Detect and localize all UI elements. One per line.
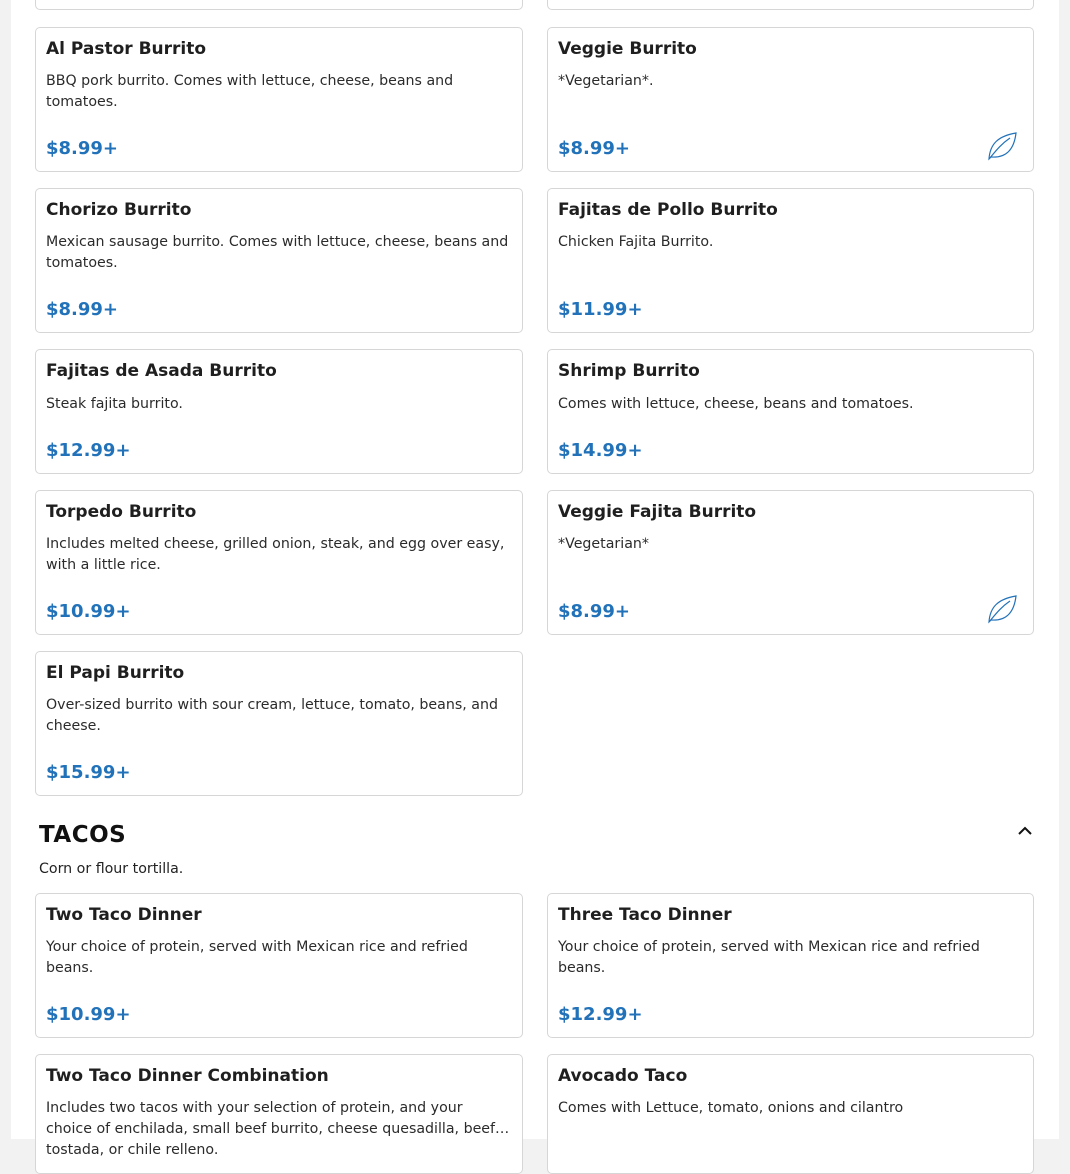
item-description: Mexican sausage burrito. Comes with lettuce, cheese, beans and tomatoes.	[46, 234, 509, 271]
item-price: $8.99+	[46, 138, 119, 159]
item-price: $10.99+	[46, 601, 131, 622]
menu-item-card[interactable]	[35, 893, 523, 1038]
section-title: TACOS	[39, 822, 127, 848]
menu-item-card[interactable]	[547, 27, 1034, 172]
item-price: $8.99+	[46, 299, 119, 320]
item-description: Over-sized burrito with sour cream, lettuce, tomato, beans, and cheese.	[46, 697, 498, 734]
menu-item-card[interactable]	[35, 490, 523, 635]
item-description: *Vegetarian*.	[558, 73, 654, 89]
menu-item-card[interactable]	[547, 0, 1034, 10]
menu-item-card[interactable]	[547, 1054, 1034, 1174]
item-price: $15.99+	[46, 762, 131, 783]
menu-item-card[interactable]	[35, 349, 523, 474]
item-description: *Vegetarian*	[558, 536, 649, 552]
item-name: Chorizo Burrito	[46, 200, 192, 220]
item-description: Includes melted cheese, grilled onion, steak, and egg over easy, with a little rice.	[46, 536, 505, 573]
item-description: Steak fajita burrito.	[46, 396, 183, 412]
item-name: Torpedo Burrito	[46, 502, 197, 522]
item-name: Three Taco Dinner	[558, 905, 732, 925]
item-price: $10.99+	[46, 1004, 131, 1025]
menu-item-card[interactable]	[35, 1054, 523, 1174]
item-name: Veggie Fajita Burrito	[558, 502, 757, 522]
item-description: Chicken Fajita Burrito.	[558, 234, 714, 250]
item-name: Fajitas de Pollo Burrito	[558, 200, 778, 220]
item-description: Includes two tacos with your selection of protein, and your choice of enchilada, small beef burrito, cheese quesadilla, beef tostada, or chile relleno.	[46, 1100, 496, 1158]
item-price: $12.99+	[558, 1004, 643, 1025]
item-name: Veggie Burrito	[558, 39, 697, 59]
item-name: Fajitas de Asada Burrito	[46, 361, 277, 381]
item-description: Comes with lettuce, cheese, beans and tomatoes.	[558, 396, 914, 412]
section-subtitle: Corn or flour tortilla.	[39, 861, 184, 877]
item-description: BBQ pork burrito. Comes with lettuce, cheese, beans and tomatoes.	[46, 73, 454, 110]
menu-item-card[interactable]	[35, 27, 523, 172]
item-description: Comes with Lettuce, tomato, onions and cilantro	[558, 1100, 904, 1116]
item-price: $8.99+	[558, 601, 631, 622]
menu-item-card[interactable]	[547, 349, 1034, 474]
item-price: $8.99+	[558, 138, 631, 159]
menu-item-card[interactable]	[35, 188, 523, 333]
menu-item-card[interactable]	[547, 188, 1034, 333]
item-name: Two Taco Dinner	[46, 905, 202, 925]
item-name: Avocado Taco	[558, 1066, 688, 1086]
item-name: Two Taco Dinner Combination	[46, 1066, 329, 1086]
item-price: $12.99+	[46, 440, 131, 461]
menu-item-card[interactable]	[547, 893, 1034, 1038]
leaf-icon	[986, 593, 1018, 625]
item-name: El Papi Burrito	[46, 663, 185, 683]
chevron-up-icon[interactable]	[1014, 820, 1036, 842]
menu-item-card[interactable]	[547, 490, 1034, 635]
item-price: $11.99+	[558, 299, 643, 320]
item-description: Your choice of protein, served with Mexican rice and refried beans.	[558, 939, 980, 976]
item-name: Al Pastor Burrito	[46, 39, 207, 59]
item-name: Shrimp Burrito	[558, 361, 700, 381]
menu-item-card[interactable]	[35, 651, 523, 796]
menu-page	[11, 0, 1059, 1158]
item-price: $14.99+	[558, 440, 643, 461]
leaf-icon	[986, 130, 1018, 162]
item-description: Your choice of protein, served with Mexican rice and refried beans.	[46, 939, 468, 976]
menu-item-card[interactable]	[35, 0, 523, 10]
